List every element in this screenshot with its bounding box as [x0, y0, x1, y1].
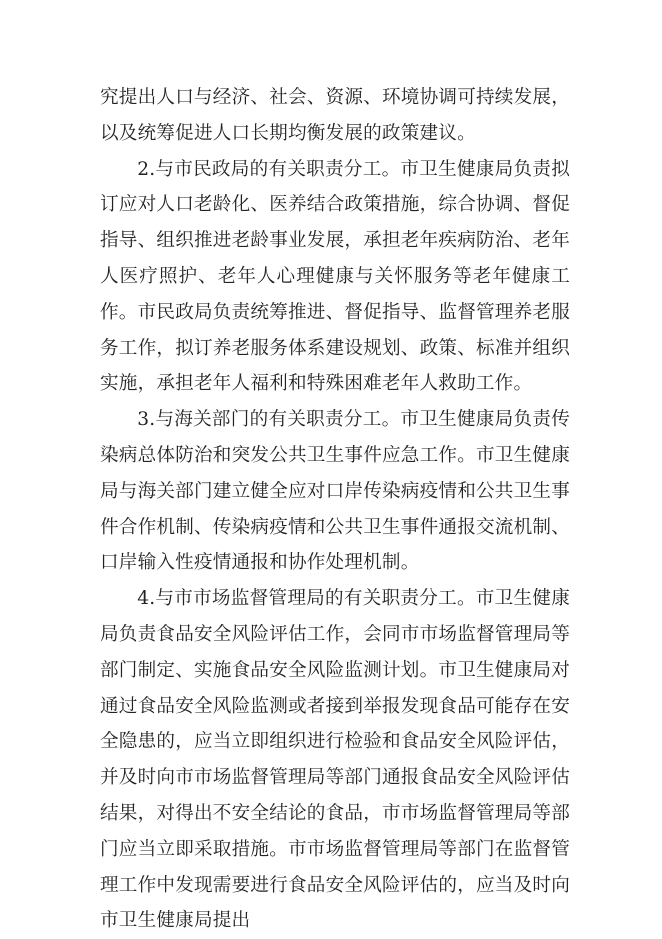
document-body: [100, 80, 570, 939]
paragraph-continued: 究提出人口与经济、社会、资源、环境协调可持续发展，以及统筹促进人口长期均衡发展的政策建议。: [100, 87, 570, 144]
paragraph-civil-affairs: 2.与市民政局的有关职责分工。市卫生健康局负责拟订应对人口老龄化、医养结合政策措施，综合协调、督促指导、组织推进老龄事业发展，承担老年疾病防治、老年人医疗照护、老年人心理健康与关怀服务等老年健康工作。市民政局负责统筹推进、督促指导、监督管理养老服务工作，拟订养老服务体系建设规划、政策、标准并组织实施，承担老年人福利和特殊困难老年人救助工作。: [100, 158, 570, 395]
paragraph-market-supervision: 4.与市市场监督管理局的有关职责分工。市卫生健康局负责食品安全风险评估工作，会同市市场监督管理局等部门制定、实施食品安全风险监测计划。市卫生健康局对通过食品安全风险监测或者接到举报发现食品可能存在安全隐患的，应当立即组织进行检验和食品安全风险评估，并及时向市市场监督管理局等部门通报食品安全风险评估结果，对得出不安全结论的食品，市市场监督管理局等部门应当立即采取措施。市市场监督管理局等部门在监督管理工作中发现需要进行食品安全风险评估的，应当及时向市卫生健康局提出: [100, 588, 570, 932]
paragraph-customs: 3.与海关部门的有关职责分工。市卫生健康局负责传染病总体防治和突发公共卫生事件应急工作。市卫生健康局与海关部门建立健全应对口岸传染病疫情和公共卫生事件合作机制、传染病疫情和公共卫生事件通报交流机制、口岸输入性疫情通报和协作处理机制。: [100, 409, 570, 574]
